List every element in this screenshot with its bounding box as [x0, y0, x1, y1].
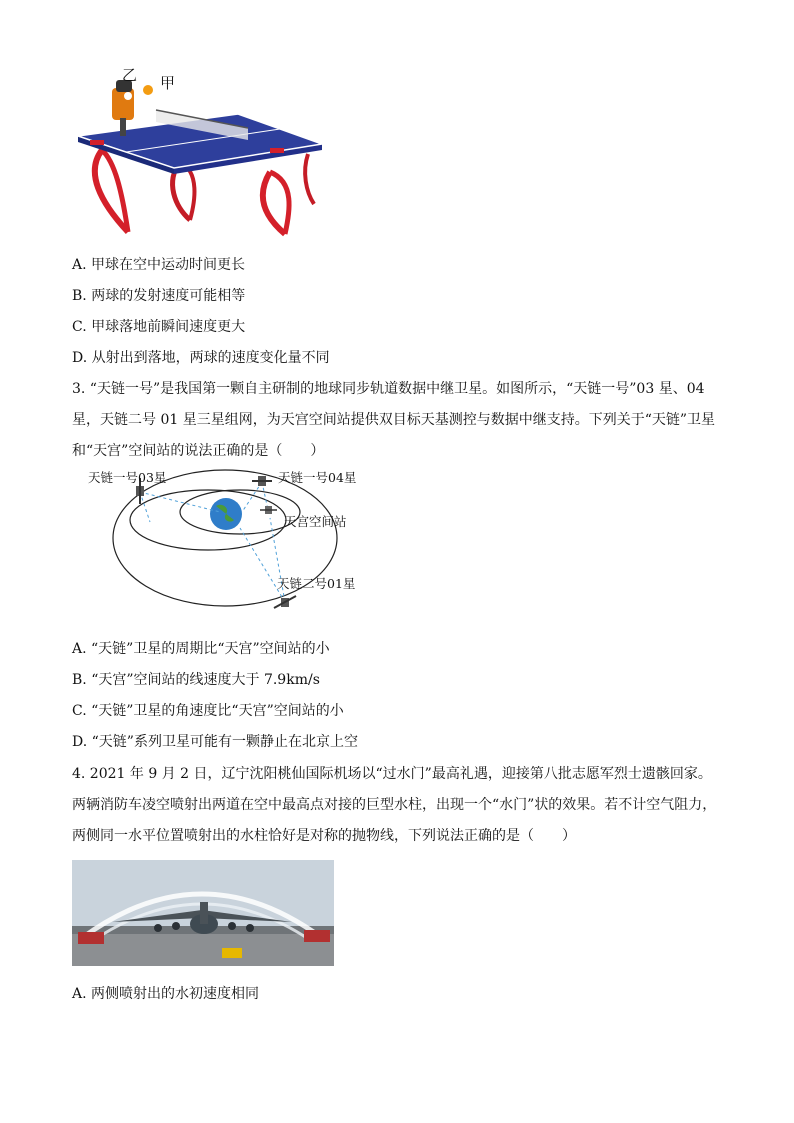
q4-stem: 4. 2021 年 9 月 2 日，辽宁沈阳桃仙国际机场以“过水门”最高礼遇，迎接第八批志愿军烈士遗骸回家。两辆消防车凌空喷射出两道在空中最高点对接的巨型水柱，出现一个“水门”状的效果。若不计空气阻力，两侧同一水平位置喷射出的水柱恰好是对称的抛物线，下列说法正确的是（ ） — [72, 766, 717, 844]
tiangong-station-icon — [260, 506, 277, 514]
q2-option-a: A. 甲球在空中运动时间更长 — [72, 257, 246, 273]
label-jia: 甲 — [160, 74, 176, 92]
water-gate-photo — [72, 860, 334, 966]
orbit-figure — [80, 462, 380, 620]
q2-option-b: B. 两球的发射速度可能相等 — [72, 288, 246, 304]
satellite-tl1-04-icon — [252, 476, 272, 486]
q4-option-a: A. 两侧喷射出的水初速度相同 — [72, 986, 260, 1002]
label-tl1-04: 天链一号04星 — [278, 470, 357, 485]
label-tiangong: 天宫空间站 — [284, 514, 347, 529]
q3-option-a: A. “天链”卫星的周期比“天宫”空间站的小 — [72, 641, 330, 657]
q3-option-d: D. “天链”系列卫星可能有一颗静止在北京上空 — [72, 734, 358, 750]
q3-option-c: C. “天链”卫星的角速度比“天宫”空间站的小 — [72, 703, 344, 719]
ping-pong-table-figure — [70, 62, 330, 242]
label-tl2-01: 天链二号01星 — [277, 576, 356, 591]
q2-option-d: D. 从射出到落地，两球的速度变化量不同 — [72, 350, 330, 366]
q3-stem: 3. “天链一号”是我国第一颗自主研制的地球同步轨道数据中继卫星。如图所示，“天链一号”03 星、04 星，天链二号 01 星三星组网，为天宫空间站提供双目标天基测控与数据中继支持。下列关于“天链”卫星和“天宫”空间站的说法正确的是（ ） — [72, 381, 716, 459]
water-gate-illustration — [72, 860, 334, 966]
q2-option-c: C. 甲球落地前瞬间速度更大 — [72, 319, 246, 335]
label-yi: 乙 — [122, 66, 138, 84]
q3-option-b: B. “天宫”空间站的线速度大于 7.9km/s — [72, 672, 320, 688]
label-tl1-03: 天链一号03星 — [88, 470, 167, 485]
ping-pong-table-illustration — [70, 62, 330, 242]
